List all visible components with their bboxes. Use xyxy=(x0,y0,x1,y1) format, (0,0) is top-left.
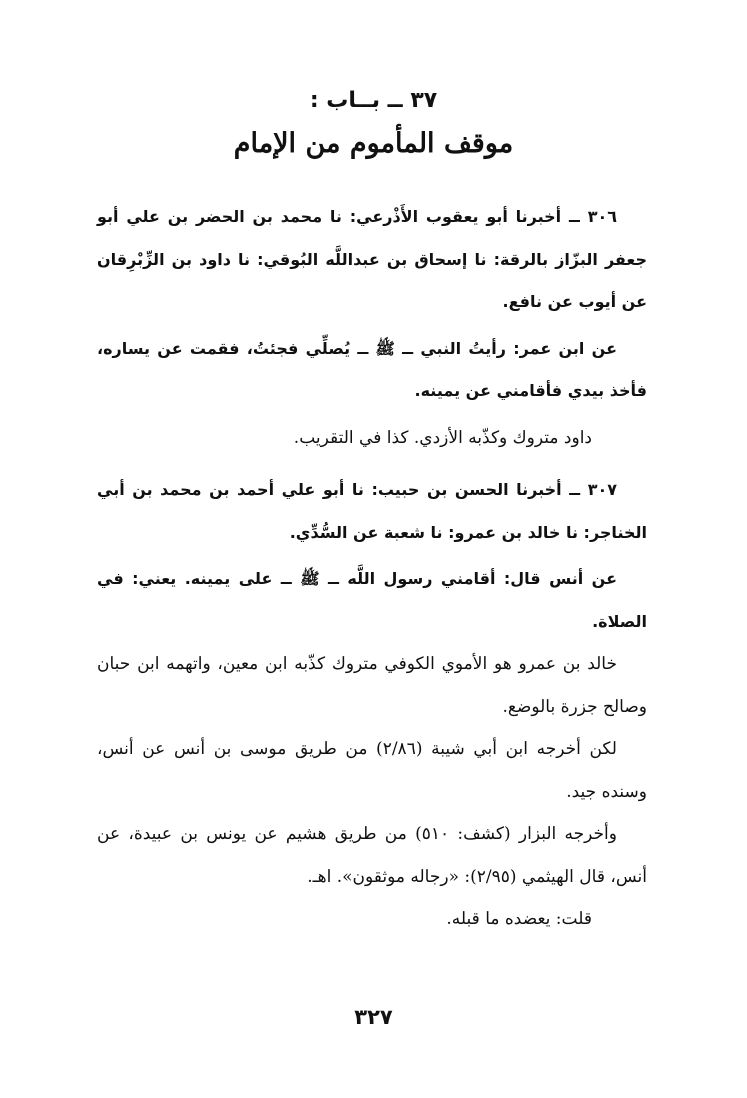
page-number: ٣٢٧ xyxy=(354,1005,393,1029)
hadith-307-isnad: ٣٠٧ ــ أخبرنا الحسن بن حبيب: نا أبو علي أحمد بن محمد بن أبي الخناجر: نا خالد بن عمرو: نا شعبة عن السُّدِّي. xyxy=(97,480,647,542)
hadith-306-matn: عن ابن عمر: رأيتُ النبي ــ ﷺ ــ يُصلِّي فجئتُ، فقمت عن يساره، فأخذ بيدي فأقامني عن يمينه. xyxy=(97,338,647,400)
hadith-307-matn: عن أنس قال: أقامني رسول اللَّه ــ ﷺ ــ على يمينه. يعني: في الصلاة. xyxy=(97,569,647,631)
chapter-title: موقف المأموم من الإمام xyxy=(233,128,514,159)
hadith-307-commentary-4: قلت: يعضده ما قبله. xyxy=(446,909,592,929)
hadith-306-commentary: داود متروك وكذّبه الأزدي. كذا في التقريب. xyxy=(293,427,592,448)
hadith-306-isnad: ٣٠٦ ــ أخبرنا أبو يعقوب الأَذْرعي: نا محمد بن الحضر بن علي أبو جعفر البزّاز بالرقة: نا إسحاق بن عبداللَّه البُوقي: نا داود بن الزِّبْرِقان عن أيوب عن نافع. xyxy=(97,207,647,311)
hadith-307-commentary-1: خالد بن عمرو هو الأموي الكوفي متروك كذّبه ابن معين، واتهمه ابن حبان وصالح جزرة بالوضع. xyxy=(97,654,647,717)
hadith-307-commentary-3: وأخرجه البزار (كشف: ٥١٠) من طريق هشيم عن يونس بن عبيدة، عن أنس، قال الهيثمي (٢/٩٥): «رجاله موثقون». اهـ. xyxy=(97,824,647,887)
page-body xyxy=(97,196,647,941)
chapter-number: ٣٧ ــ بــاب : xyxy=(309,88,438,113)
hadith-307-commentary-2: لكن أخرجه ابن أبي شيبة (٢/٨٦) من طريق موسى بن أنس عن أنس، وسنده جيد. xyxy=(97,739,647,802)
